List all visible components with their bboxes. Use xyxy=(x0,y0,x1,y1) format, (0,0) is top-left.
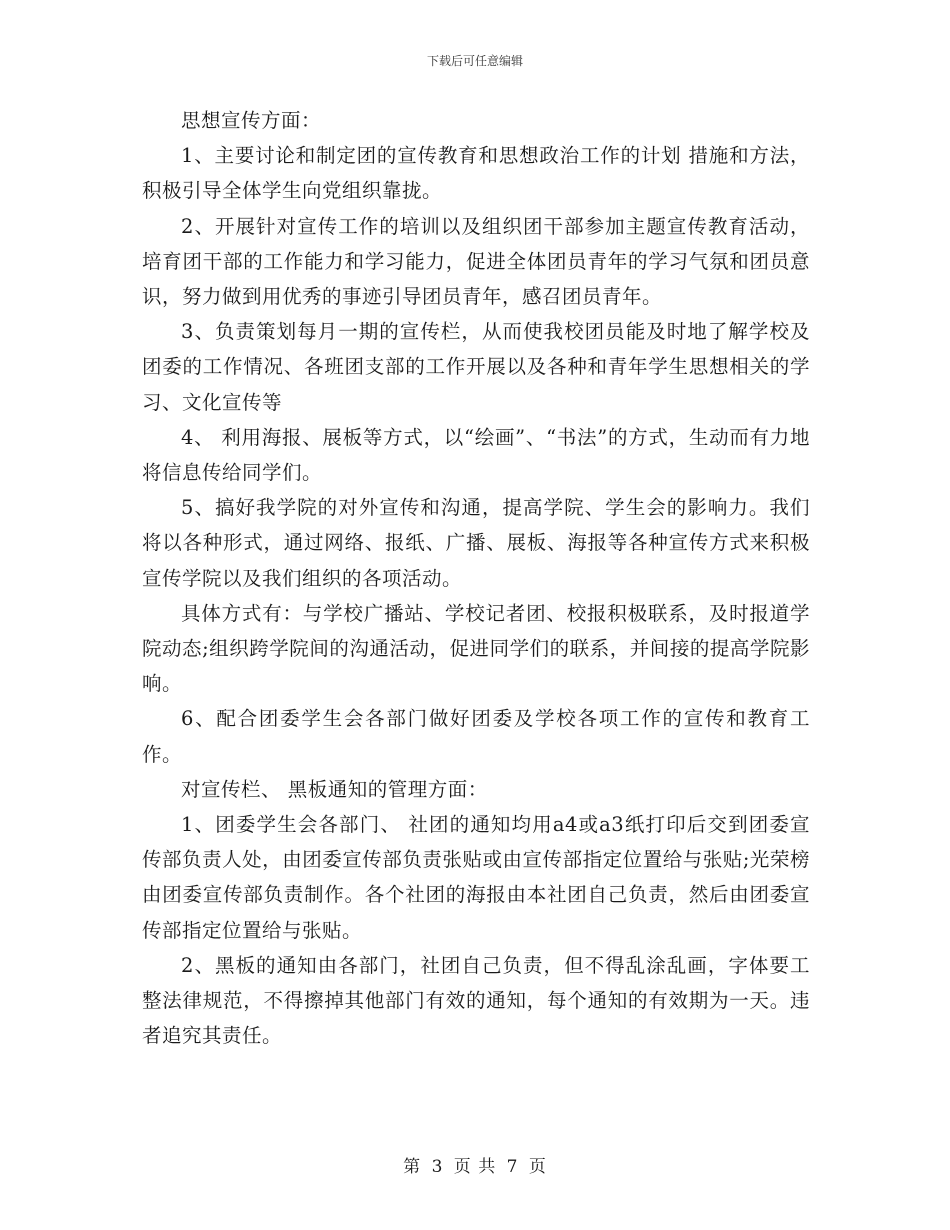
paragraph: 4、 利用海报、展板等方式，以“绘画”、“书法”的方式，生动而有力地将信息传给同学们。 xyxy=(142,425,810,485)
paragraph: 3、负责策划每月一期的宣传栏，从而使我校团员能及时地了解学校及团委的工作情况、各班团支部的工作开展以及各种和青年学生思想相关的学习、文化宣传等 xyxy=(142,320,810,414)
paragraph: 1、团委学生会各部门、 社团的通知均用a4或a3纸打印后交到团委宣传部负责人处，由团委宣传部负责张贴或由宣传部指定位置给与张贴;光荣榜由团委宣传部负责制作。各个社团的海报由本社团自己负责，然后由团委宣传部指定位置给与张贴。 xyxy=(142,813,810,942)
document-body xyxy=(142,103,810,1053)
footer-prefix: 第 xyxy=(403,1157,422,1177)
paragraph: 具体方式有：与学校广播站、学校记者团、校报积极联系，及时报道学院动态;组织跨学院间的沟通活动，促进同学们的联系，并间接的提高学院影响。 xyxy=(142,601,810,696)
footer-middle: 页 共 xyxy=(453,1157,497,1177)
paragraph: 6、配合团委学生会各部门做好团委及学校各项工作的宣传和教育工作。 xyxy=(142,707,810,766)
page-number-footer xyxy=(0,1152,950,1177)
footer-suffix: 页 xyxy=(528,1157,547,1177)
paragraph: 2、开展针对宣传工作的培训以及组织团干部参加主题宣传教育活动，培育团干部的工作能力和学习能力，促进全体团员青年的学习气氛和团员意识，努力做到用优秀的事迹引导团员青年，感召团员青年。 xyxy=(142,214,810,309)
section-heading-bulletin: 对宣传栏、 黑板通知的管理方面： xyxy=(181,777,488,801)
section-heading-ideology: 思想宣传方面： xyxy=(181,109,322,132)
footer-current-page: 3 xyxy=(431,1157,444,1177)
footer-total-pages: 7 xyxy=(506,1157,519,1177)
header-note: 下载后可任意编辑 xyxy=(426,54,523,68)
paragraph: 2、黑板的通知由各部门，社团自己负责，但不得乱涂乱画，字体要工整法律规范，不得擦掉其他部门有效的通知，每个通知的有效期为一天。违者追究其责任。 xyxy=(142,953,810,1048)
paragraph: 5、搞好我学院的对外宣传和沟通，提高学院、学生会的影响力。我们将以各种形式，通过网络、报纸、广播、展板、海报等各种宣传方式来积极宣传学院以及我们组织的各项活动。 xyxy=(142,496,810,590)
paragraph: 1、主要讨论和制定团的宣传教育和思想政治工作的计划 措施和方法，积极引导全体学生向党组织靠拢。 xyxy=(142,144,810,203)
